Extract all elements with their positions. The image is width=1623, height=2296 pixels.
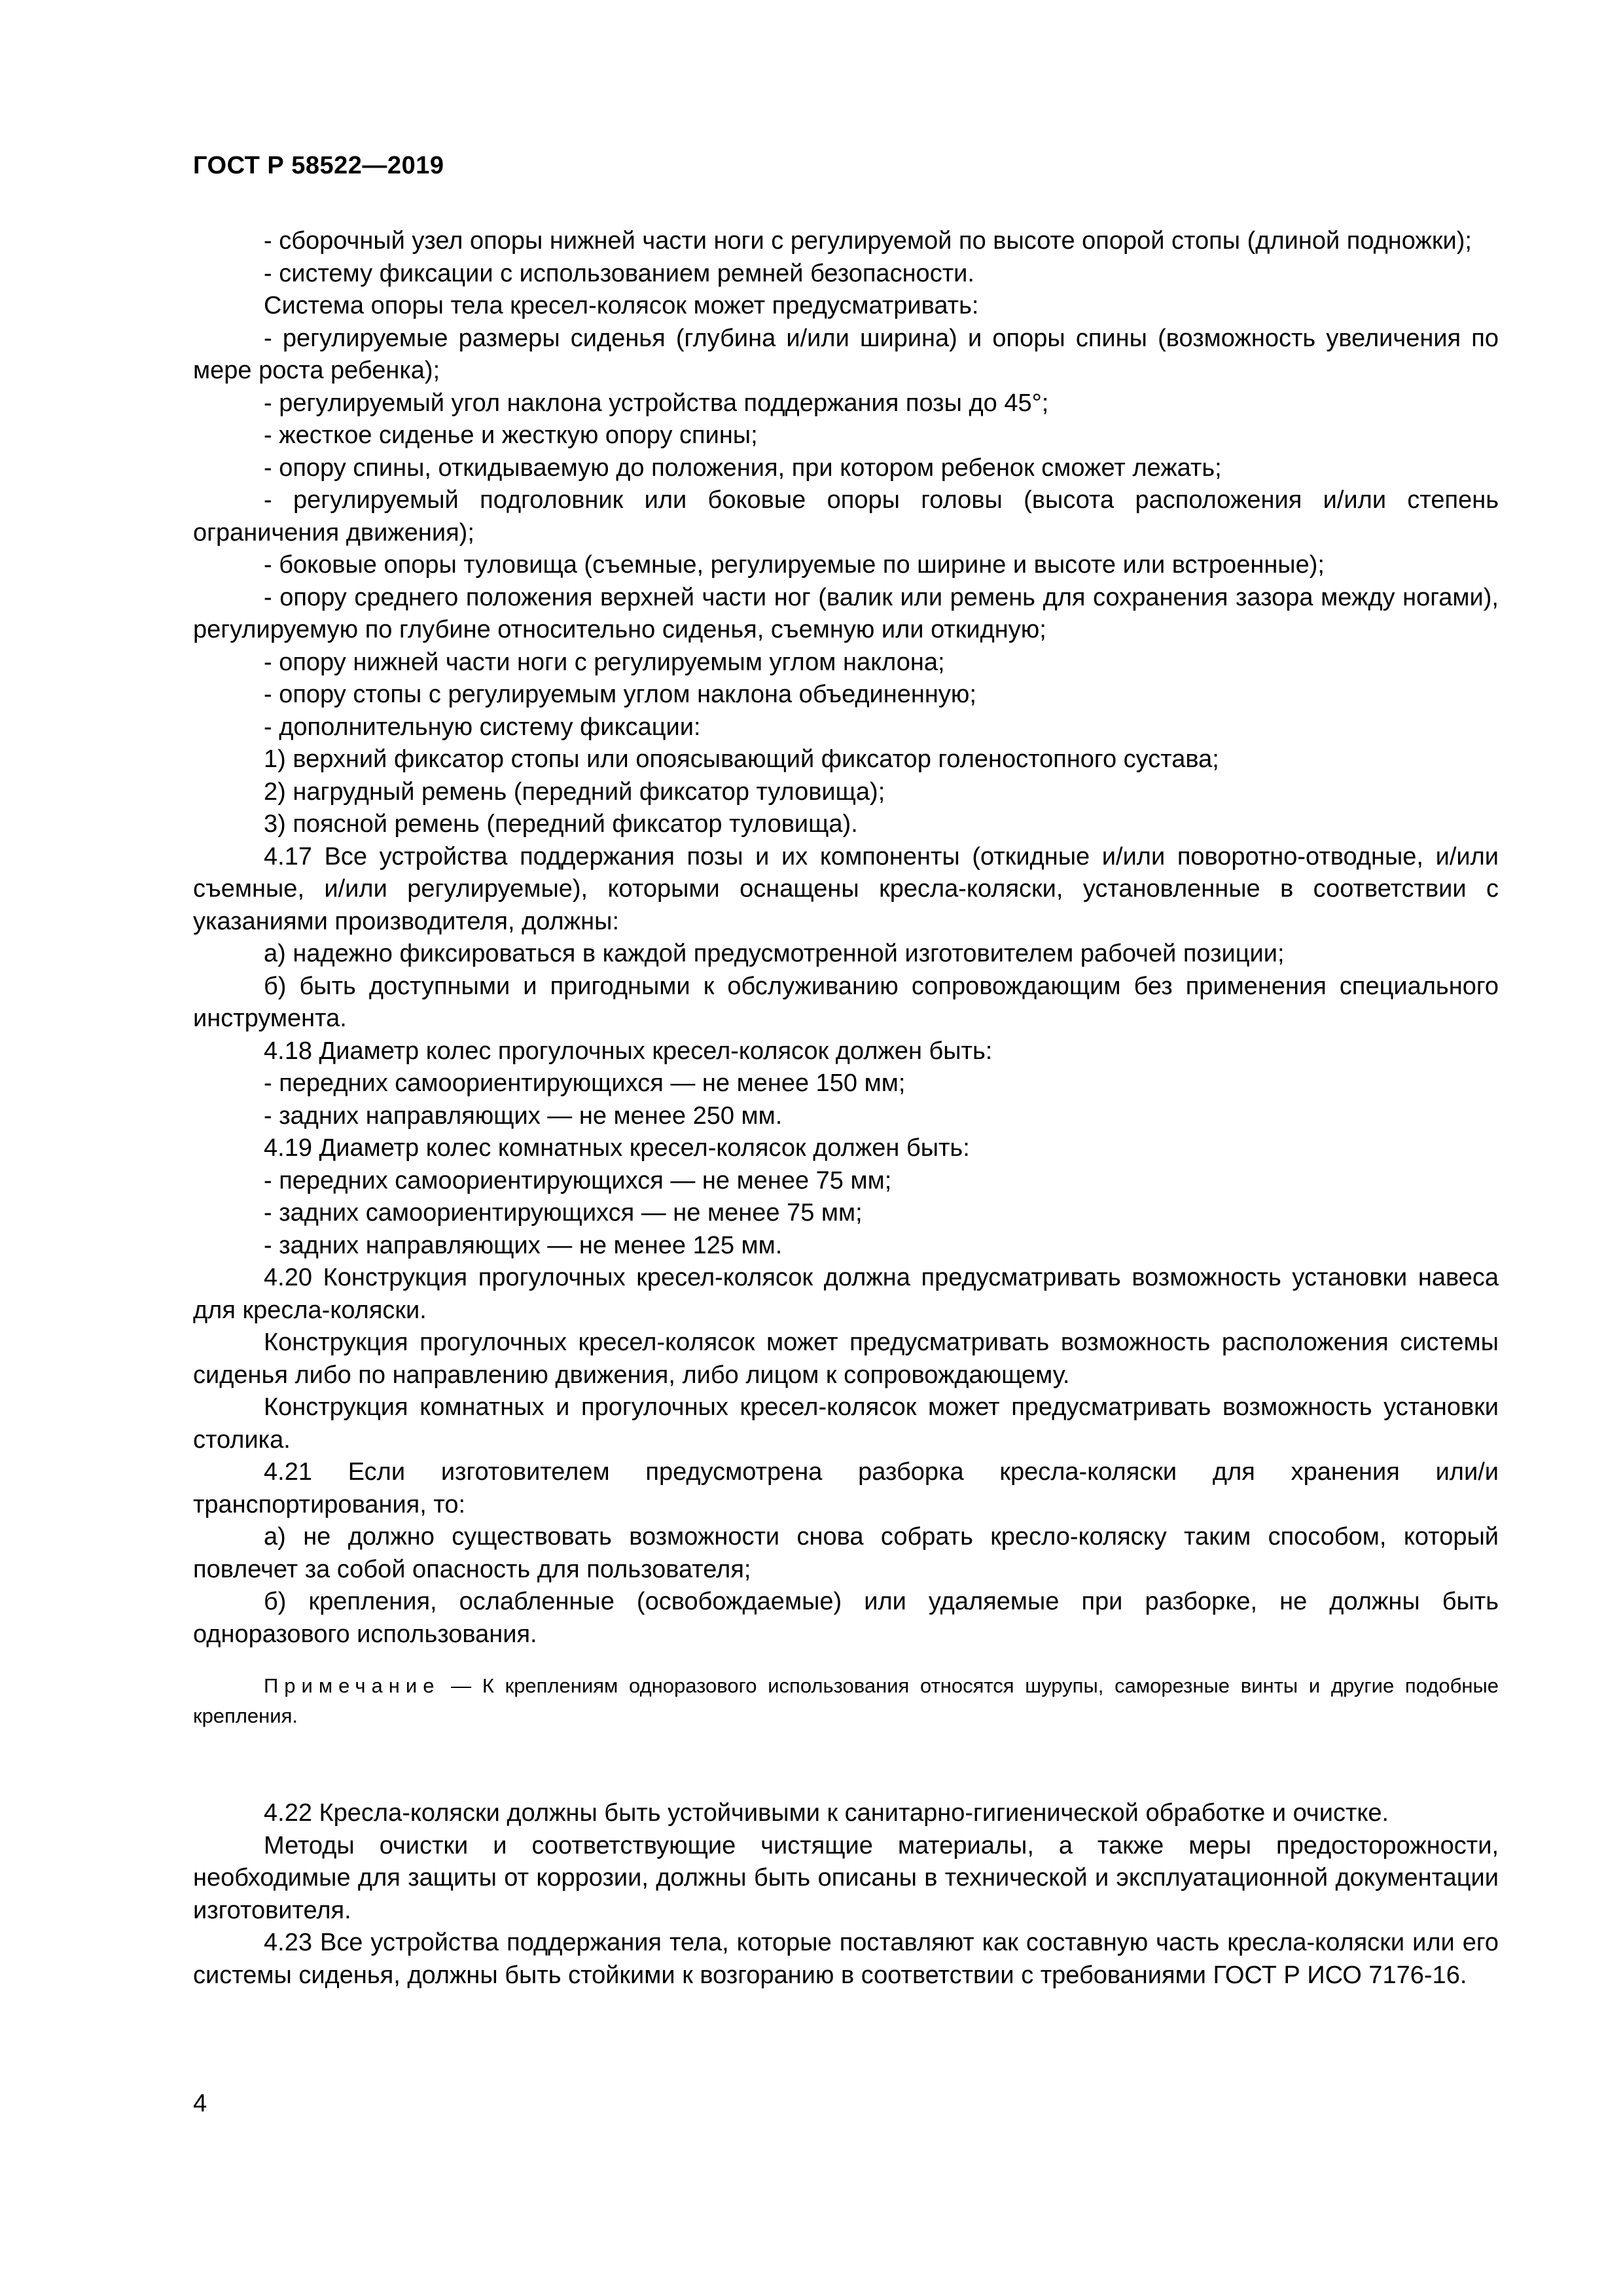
clause-4-19: 4.19 Диаметр колес комнатных кресел-колясок должен быть: [264, 1134, 970, 1162]
list-item: - регулируемый угол наклона устройства поддержания позы до 45°; [264, 389, 1049, 417]
numbered-item: 3) поясной ремень (передний фиксатор туловища). [264, 810, 858, 838]
list-item: - опору спины, откидываемую до положения, при котором ребенок сможет лежать; [264, 454, 1222, 482]
list-item: б) крепления, ослабленные (освобождаемые) или удаляемые при разборке, не должны быть одноразового использования. [193, 1588, 1499, 1648]
list-item: - регулируемые размеры сиденья (глубина и/или ширина) и опоры спины (возможность увеличения по мере роста ребенка); [193, 324, 1499, 384]
note-text: — К креплениям одноразового использования относятся шурупы, саморезные винты и другие подобные крепления. [193, 1674, 1499, 1727]
paragraph: Конструкция прогулочных кресел-колясок может предусматривать возможность расположения системы сиденья либо по направлению движения, либо лицом к сопровождающему. [193, 1329, 1499, 1389]
paragraph: Система опоры тела кресел-колясок может предусматривать: [264, 292, 979, 319]
list-item: - сборочный узел опоры нижней части ноги с регулируемой по высоте опорой стопы (длиной подножки); [264, 227, 1472, 255]
list-item: - опору нижней части ноги с регулируемым углом наклона; [264, 648, 945, 676]
list-item: - передних самоориентирующихся — не менее 150 мм; [264, 1069, 906, 1097]
page-number: 4 [193, 2090, 207, 2117]
list-item: - опору стопы с регулируемым углом наклона объединенную; [264, 681, 976, 708]
list-item: - задних направляющих — не менее 125 мм. [264, 1231, 783, 1259]
list-item: - боковые опоры туловища (съемные, регулируемые по ширине и высоте или встроенные); [264, 551, 1325, 579]
note [193, 1671, 1499, 1731]
clause-4-23: 4.23 Все устройства поддержания тела, которые поставляют как составную часть кресла-коляски или его системы сиденья, должны быть стойкими к возгоранию в соответствии с требованиями ГОСТ Р ИСО 7176-16. [193, 1929, 1499, 1989]
list-item: а) не должно существовать возможности снова собрать кресло-коляску таким способом, который повлечет за собой опасность для пользователя; [193, 1523, 1499, 1583]
list-item: - задних направляющих — не менее 250 мм. [264, 1102, 783, 1130]
list-item: б) быть доступными и пригодными к обслуживанию сопровождающим без применения специального инструмента. [193, 972, 1499, 1032]
numbered-item: 1) верхний фиксатор стопы или опоясывающий фиксатор голеностопного сустава; [264, 745, 1219, 773]
clause-4-17: 4.17 Все устройства поддержания позы и их компоненты (откидные и/или поворотно-отводные, и/или съемные, и/или регулируемые), которыми оснащены кресла-коляски, установленные в соответствии с указаниями производителя, должны: [193, 842, 1499, 935]
paragraph: Конструкция комнатных и прогулочных кресел-колясок может предусматривать возможность установки столика. [193, 1393, 1499, 1454]
list-item: - задних самоориентирующихся — не менее 75 мм; [264, 1199, 863, 1227]
list-item: - передних самоориентирующихся — не менее 75 мм; [264, 1166, 892, 1194]
clause-4-20: 4.20 Конструкция прогулочных кресел-колясок должна предусматривать возможность установки навеса для кресла-коляски. [193, 1264, 1499, 1324]
list-item: - опору среднего положения верхней части ног (валик или ремень для сохранения зазора между ногами), регулируемую по глубине относительно сиденья, съемную или откидную; [193, 583, 1499, 643]
numbered-item: 2) нагрудный ремень (передний фиксатор туловища); [264, 778, 885, 806]
note-label: Примечание [264, 1674, 440, 1697]
list-item: а) надежно фиксироваться в каждой предусмотренной изготовителем рабочей позиции; [264, 940, 1285, 967]
list-item: - жесткое сиденье и жесткую опору спины; [264, 422, 758, 449]
clause-4-18: 4.18 Диаметр колес прогулочных кресел-колясок должен быть: [264, 1037, 993, 1065]
list-item: - регулируемый подголовник или боковые опоры головы (высота расположения и/или степень ограничения движения); [193, 486, 1499, 547]
clause-4-21: 4.21 Если изготовителем предусмотрена разборка кресла-коляски для хранения или/и транспортирования, то: [193, 1458, 1499, 1518]
document-body [193, 225, 1499, 1992]
list-item: - дополнительную систему фиксации: [264, 713, 701, 741]
clause-4-22: 4.22 Кресла-коляски должны быть устойчивыми к санитарно-гигиенической обработке и очистке. [264, 1799, 1389, 1827]
paragraph: Методы очистки и соответствующие чистящие материалы, а также меры предосторожности, необходимые для защиты от коррозии, должны быть описаны в технической и эксплуатационной документации изготовителя. [193, 1831, 1499, 1924]
document-header: ГОСТ Р 58522—2019 [193, 152, 444, 179]
list-item: - систему фиксации с использованием ремней безопасности. [264, 259, 974, 287]
